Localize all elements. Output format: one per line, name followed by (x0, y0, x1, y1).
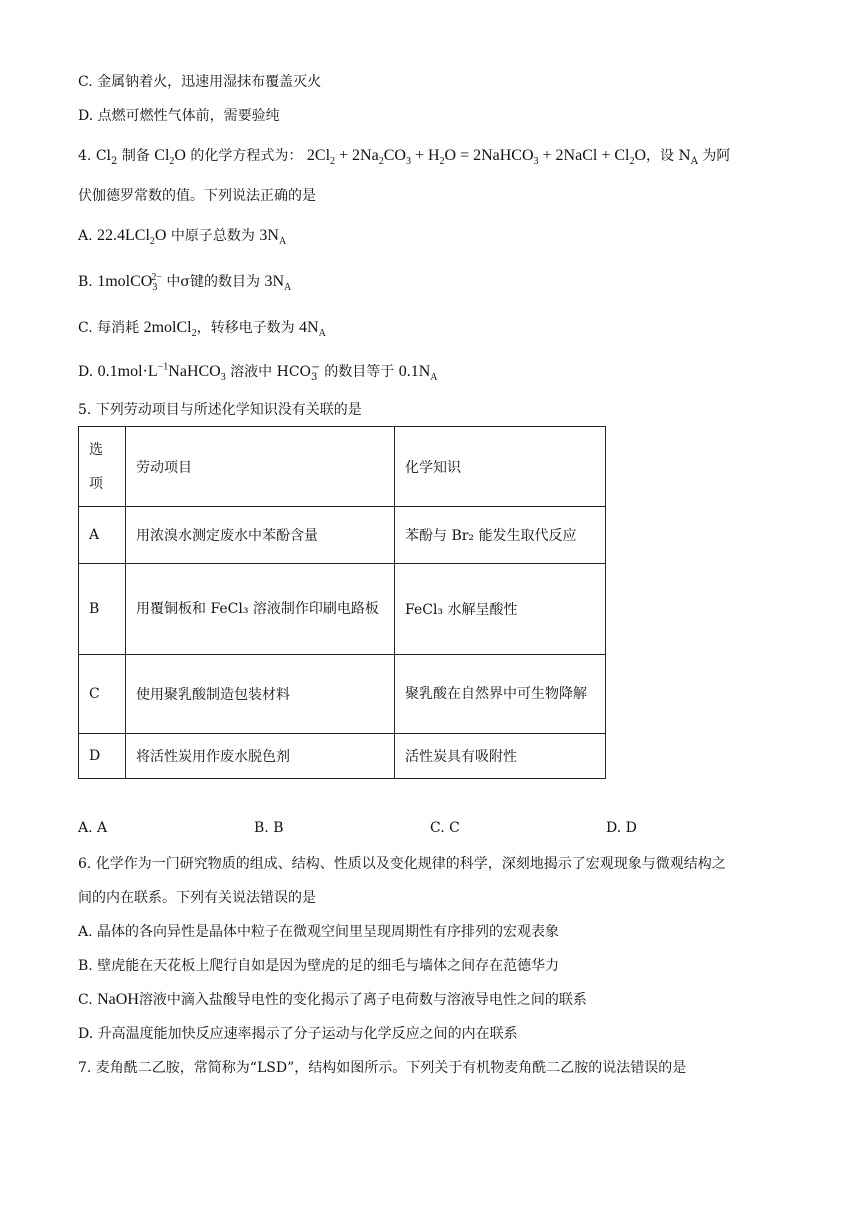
q6-option-a: A. 晶体的各向异性是晶体中粒子在微观空间里呈现周期性有序排列的宏观表象 (78, 924, 560, 940)
q3-option-c: C. 金属钠着火，迅速用湿抹布覆盖灭火 (78, 74, 322, 90)
table-row: B 用覆铜板和 FeCl₃ 溶液制作印刷电路板 FeCl₃ 水解呈酸性 (79, 564, 606, 655)
q4-reactant: $Cl_2$ (95, 148, 118, 167)
q6-option-b: B. 壁虎能在天花板上爬行自如是因为壁虎的足的细毛与墙体之间存在范德华力 (78, 958, 560, 974)
q5-stem: 5. 下列劳动项目与所述化学知识没有关联的是 (78, 402, 362, 418)
table-row: C 使用聚乳酸制造包装材料 聚乳酸在自然界中可生物降解 (79, 655, 606, 734)
q4-equation: $2Cl_2 + 2Na_2CO_3 + H_2O$ = 2NaHCO$_3$ + 2NaCl + $Cl_2O$ (306, 147, 647, 168)
q6-stem-line1: 6. 化学作为一门研究物质的组成、结构、性质以及变化规律的科学，深刻地揭示了宏观现象与微观结构之 (78, 856, 726, 872)
table-row: D 将活性炭用作废水脱色剂 活性炭具有吸附性 (79, 734, 606, 779)
table-row: A 用浓溴水测定废水中苯酚含量 苯酚与 Br₂ 能发生取代反应 (79, 507, 606, 564)
table-header-project: 劳动项目 (126, 427, 395, 507)
q5-option-b: B. B (254, 820, 284, 836)
table-header-option: 选项 (79, 427, 126, 507)
q5-option-d: D. D (606, 820, 637, 836)
q5-option-c: C. C (430, 820, 460, 836)
q5-answer-options (78, 820, 778, 840)
q7-stem: 7. 麦角酰二乙胺，常简称为“LSD”，结构如图所示。下列关于有机物麦角酰二乙胺的说法错误的是 (78, 1060, 687, 1076)
q5-option-a: A. A (78, 820, 108, 836)
q5-table (78, 426, 606, 779)
q4-product: $Cl_2O$ (154, 147, 186, 168)
table-header-knowledge: 化学知识 (395, 427, 606, 507)
table-header-row (79, 427, 606, 507)
q4-option-b: B. 1molCO$_3^{2-}$ 中σ键的数目为 $3N_A$ (78, 271, 292, 294)
q6-stem-line2: 间的内在联系。下列有关说法错误的是 (78, 890, 316, 906)
q4-option-d: D. $0.1mol\cdot L^{-1}NaHCO_3$ 溶液中 $HCO_3^-$ 的数目等于 $0.1N_A$ (78, 361, 438, 384)
q4-option-a: A. 22.4LCl$_2$O 中原子总数为 $3N_A$ (78, 227, 287, 248)
q4-stem-line1: 4. $Cl_2$ 制备 $Cl_2O$ 的化学方程式为： $2Cl_2 + 2Na_2CO_3 + H_2O$ = 2NaHCO$_3$ + 2NaCl + $Cl_2O$，设 $N_A$ 为阿 (78, 147, 731, 168)
q6-option-c: C. NaOH溶液中滴入盐酸导电性的变化揭示了离子电荷数与溶液导电性之间的联系 (78, 991, 587, 1008)
q6-option-d: D. 升高温度能加快反应速率揭示了分子运动与化学反应之间的内在联系 (78, 1026, 518, 1042)
q4-stem-line2: 伏伽德罗常数的值。下列说法正确的是 (78, 188, 316, 204)
q4-option-c: C. 每消耗 2molCl$_2$，转移电子数为 $4N_A$ (78, 319, 326, 340)
q3-option-d: D. 点燃可燃性气体前，需要验纯 (78, 108, 280, 124)
